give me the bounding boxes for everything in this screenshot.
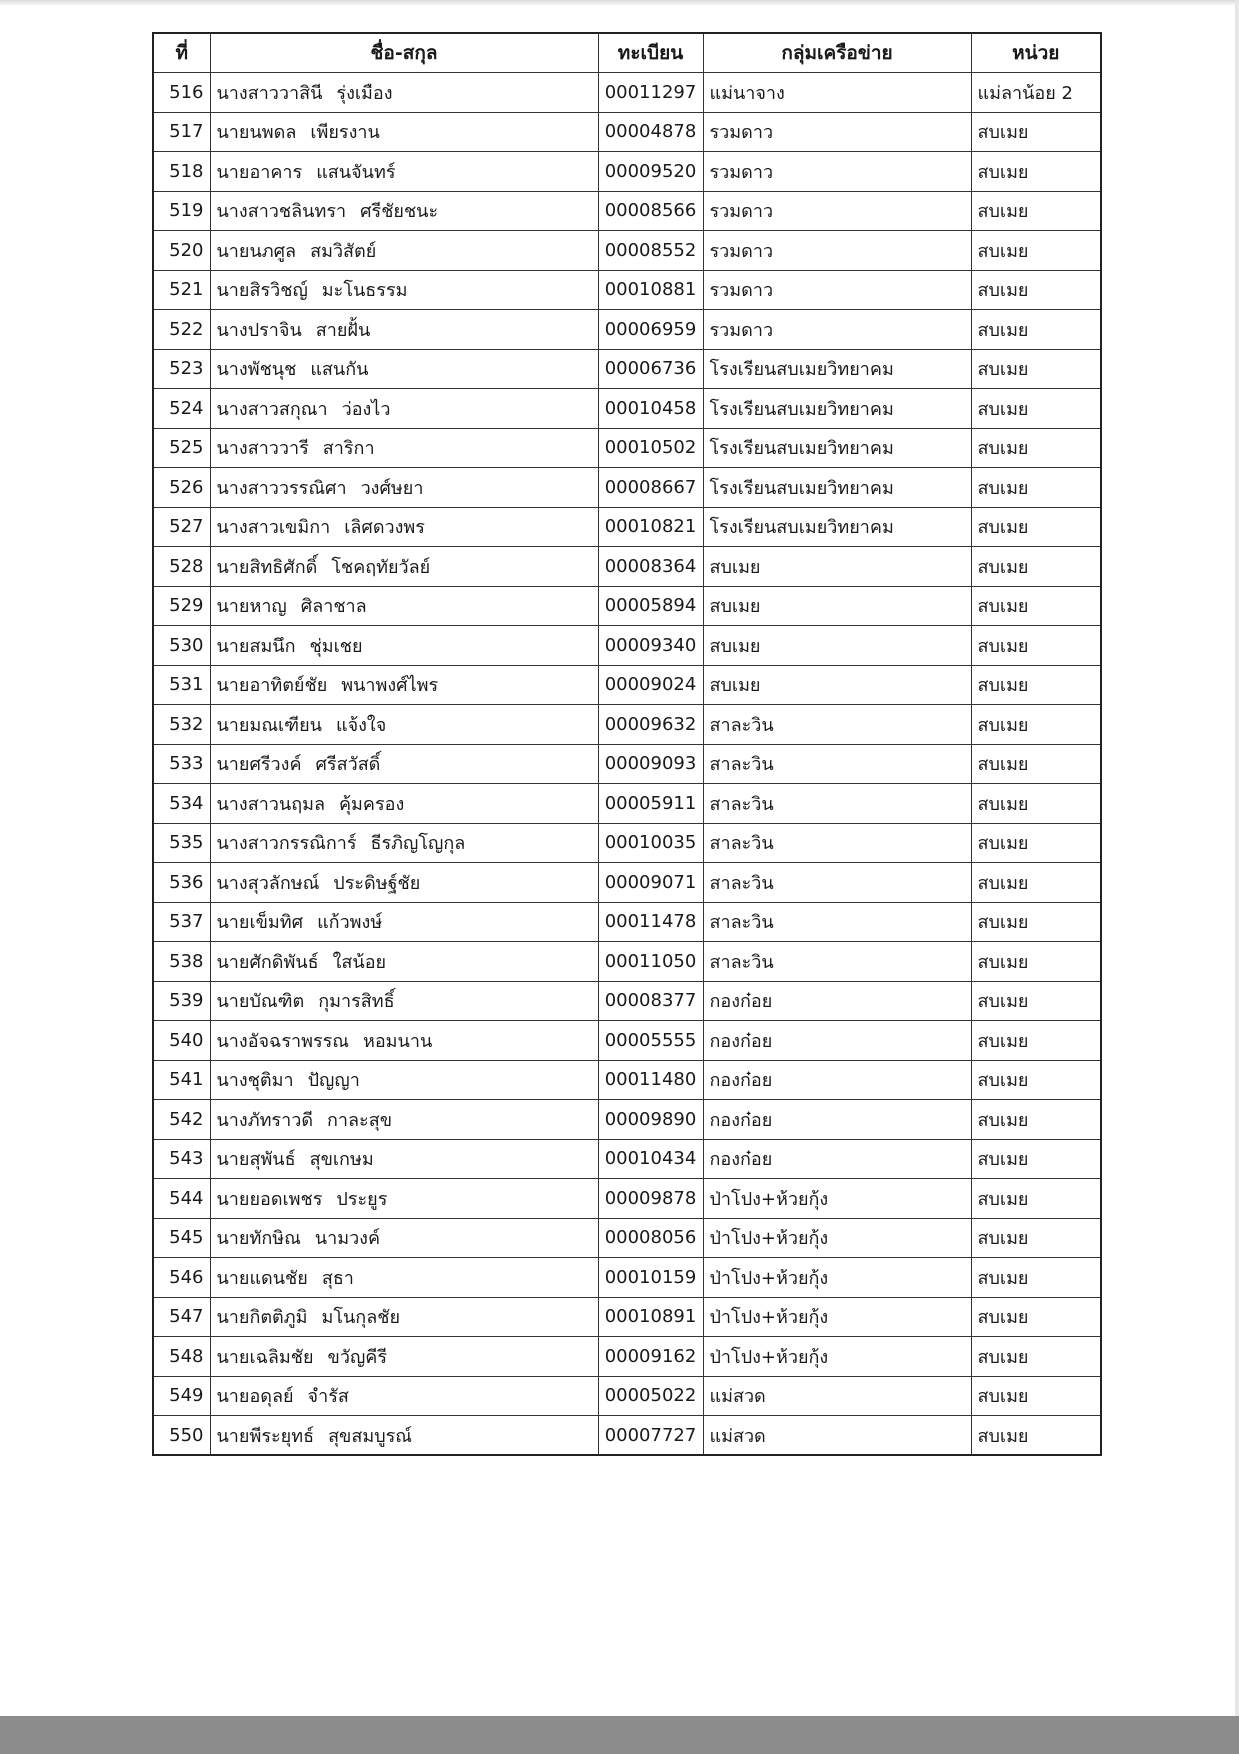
registration-number: 00008056 xyxy=(598,1218,703,1258)
network-group: สบเมย xyxy=(703,586,971,626)
table-row xyxy=(153,981,1101,1021)
full-name xyxy=(210,1100,598,1140)
table-row xyxy=(153,1376,1101,1416)
full-name xyxy=(210,507,598,547)
table-row xyxy=(153,231,1101,271)
header-registration: ทะเบียน xyxy=(598,33,703,73)
registration-number: 00008667 xyxy=(598,468,703,508)
registration-number: 00008566 xyxy=(598,191,703,231)
network-group: สาละวิน xyxy=(703,942,971,982)
network-group: สบเมย xyxy=(703,547,971,587)
registration-number: 00009162 xyxy=(598,1337,703,1377)
unit: สบเมย xyxy=(971,823,1101,863)
network-group: รวมดาว xyxy=(703,310,971,350)
unit: สบเมย xyxy=(971,112,1101,152)
network-group: โรงเรียนสบเมยวิทยาคม xyxy=(703,428,971,468)
last-name: กาละสุข xyxy=(327,1109,393,1131)
full-name xyxy=(210,112,598,152)
table-row xyxy=(153,468,1101,508)
unit: สบเมย xyxy=(971,507,1101,547)
first-name: นางสุวลักษณ์ xyxy=(216,872,320,894)
table-row xyxy=(153,1021,1101,1061)
row-number: 530 xyxy=(153,626,210,666)
network-group: กองก๋อย xyxy=(703,981,971,1021)
table-row xyxy=(153,863,1101,903)
first-name: นางปราจิน xyxy=(216,319,302,341)
table-row xyxy=(153,626,1101,666)
table-header-row xyxy=(153,33,1101,73)
unit: สบเมย xyxy=(971,310,1101,350)
network-group: รวมดาว xyxy=(703,270,971,310)
last-name: สาริกา xyxy=(322,438,375,460)
row-number: 547 xyxy=(153,1297,210,1337)
row-number: 550 xyxy=(153,1416,210,1456)
registration-number: 00011478 xyxy=(598,902,703,942)
first-name: นายเข็มทิศ xyxy=(216,912,304,934)
registration-number: 00008377 xyxy=(598,981,703,1021)
last-name: หอมนาน xyxy=(363,1030,433,1052)
row-number: 517 xyxy=(153,112,210,152)
table-row xyxy=(153,389,1101,429)
last-name: วงศ์ษยา xyxy=(360,477,424,499)
registration-number: 00010035 xyxy=(598,823,703,863)
first-name: นายแดนชัย xyxy=(216,1267,308,1289)
page-top-edge xyxy=(0,0,1239,6)
table-row xyxy=(153,1297,1101,1337)
table-row xyxy=(153,1179,1101,1219)
row-number: 545 xyxy=(153,1218,210,1258)
full-name xyxy=(210,468,598,508)
first-name: นางชุติมา xyxy=(216,1070,294,1092)
first-name: นายหาญ xyxy=(216,596,287,618)
table-row xyxy=(153,586,1101,626)
registration-number: 00009632 xyxy=(598,705,703,745)
full-name xyxy=(210,626,598,666)
unit: สบเมย xyxy=(971,1376,1101,1416)
registration-number: 00010891 xyxy=(598,1297,703,1337)
unit: สบเมย xyxy=(971,1179,1101,1219)
registration-number: 00005022 xyxy=(598,1376,703,1416)
unit: สบเมย xyxy=(971,1021,1101,1061)
row-number: 549 xyxy=(153,1376,210,1416)
row-number: 522 xyxy=(153,310,210,350)
first-name: นายมณเฑียน xyxy=(216,714,322,736)
unit: สบเมย xyxy=(971,863,1101,903)
first-name: นางอัจฉราพรรณ xyxy=(216,1030,349,1052)
full-name xyxy=(210,231,598,271)
registration-number: 00009878 xyxy=(598,1179,703,1219)
first-name: นางสาวชลินทรา xyxy=(216,201,347,223)
unit: สบเมย xyxy=(971,586,1101,626)
network-group: สาละวิน xyxy=(703,744,971,784)
last-name: ประดิษฐ์ชัย xyxy=(333,872,421,894)
last-name: ว่องไว xyxy=(341,398,391,420)
row-number: 541 xyxy=(153,1060,210,1100)
last-name: พนาพงศ์ไพร xyxy=(341,675,439,697)
registration-number: 00009024 xyxy=(598,665,703,705)
unit: สบเมย xyxy=(971,942,1101,982)
registration-number: 00009071 xyxy=(598,863,703,903)
last-name: เพียรงาน xyxy=(310,122,380,144)
last-name: กุมารสิทธิ์ xyxy=(318,991,395,1013)
last-name: ศรีสวัสดิ์ xyxy=(315,754,381,776)
registration-number: 00009520 xyxy=(598,152,703,192)
first-name: นายสมนึก xyxy=(216,635,296,657)
table-row xyxy=(153,428,1101,468)
first-name: นายสิรวิชญ์ xyxy=(216,280,308,302)
scan-bottom-bar xyxy=(0,1716,1239,1754)
last-name: มโนกุลชัย xyxy=(321,1307,400,1329)
full-name xyxy=(210,1337,598,1377)
row-number: 540 xyxy=(153,1021,210,1061)
row-number: 535 xyxy=(153,823,210,863)
first-name: นายอดุลย์ xyxy=(216,1386,294,1408)
network-group: แม่สวด xyxy=(703,1416,971,1456)
full-name xyxy=(210,981,598,1021)
first-name: นางสาวนฤมล xyxy=(216,793,326,815)
first-name: นายสิทธิศักดิ์ xyxy=(216,556,318,578)
row-number: 519 xyxy=(153,191,210,231)
unit: สบเมย xyxy=(971,349,1101,389)
row-number: 529 xyxy=(153,586,210,626)
last-name: ประยูร xyxy=(336,1188,388,1210)
unit: สบเมย xyxy=(971,705,1101,745)
first-name: นางพัชนุช xyxy=(216,359,297,381)
row-number: 528 xyxy=(153,547,210,587)
row-number: 531 xyxy=(153,665,210,705)
row-number: 518 xyxy=(153,152,210,192)
first-name: นายนภศูล xyxy=(216,240,297,262)
last-name: สมวิสัตย์ xyxy=(310,240,377,262)
table-row xyxy=(153,902,1101,942)
network-group: กองก๋อย xyxy=(703,1100,971,1140)
row-number: 533 xyxy=(153,744,210,784)
network-group: ป่าโปง+ห้วยกุ้ง xyxy=(703,1297,971,1337)
row-number: 539 xyxy=(153,981,210,1021)
first-name: นายอาคาร xyxy=(216,161,303,183)
last-name: แก้วพงษ์ xyxy=(317,912,383,934)
full-name xyxy=(210,1179,598,1219)
last-name: สุธา xyxy=(321,1267,354,1289)
unit: แม่ลาน้อย 2 xyxy=(971,73,1101,113)
row-number: 523 xyxy=(153,349,210,389)
full-name xyxy=(210,152,598,192)
registration-number: 00008364 xyxy=(598,547,703,587)
row-number: 526 xyxy=(153,468,210,508)
full-name xyxy=(210,270,598,310)
row-number: 534 xyxy=(153,784,210,824)
full-name xyxy=(210,942,598,982)
network-group: โรงเรียนสบเมยวิทยาคม xyxy=(703,389,971,429)
table-row xyxy=(153,1060,1101,1100)
network-group: รวมดาว xyxy=(703,112,971,152)
last-name: สุขสมบูรณ์ xyxy=(328,1425,412,1447)
row-number: 548 xyxy=(153,1337,210,1377)
first-name: นางภัทราวดี xyxy=(216,1109,314,1131)
last-name: ขวัญคีรี xyxy=(327,1346,387,1368)
full-name xyxy=(210,863,598,903)
network-group: โรงเรียนสบเมยวิทยาคม xyxy=(703,507,971,547)
last-name: สุขเกษม xyxy=(309,1149,374,1171)
last-name: ใสน้อย xyxy=(332,951,387,973)
row-number: 532 xyxy=(153,705,210,745)
network-group: กองก๋อย xyxy=(703,1021,971,1061)
first-name: นายศรีวงค์ xyxy=(216,754,302,776)
network-group: กองก๋อย xyxy=(703,1060,971,1100)
row-number: 516 xyxy=(153,73,210,113)
full-name xyxy=(210,310,598,350)
header-no: ที่ xyxy=(153,33,210,73)
last-name: นามวงค์ xyxy=(314,1228,381,1250)
full-name xyxy=(210,1258,598,1298)
row-number: 546 xyxy=(153,1258,210,1298)
header-network: กลุ่มเครือข่าย xyxy=(703,33,971,73)
last-name: โชคฤทัยวัลย์ xyxy=(331,556,431,578)
unit: สบเมย xyxy=(971,1060,1101,1100)
last-name: ชุ่มเชย xyxy=(309,635,363,657)
first-name: นางสาวเขมิกา xyxy=(216,517,331,539)
unit: สบเมย xyxy=(971,1100,1101,1140)
network-group: สบเมย xyxy=(703,626,971,666)
header-name: ชื่อ-สกุล xyxy=(210,33,598,73)
row-number: 543 xyxy=(153,1139,210,1179)
registration-number: 00009890 xyxy=(598,1100,703,1140)
network-group: สบเมย xyxy=(703,665,971,705)
registration-number: 00010881 xyxy=(598,270,703,310)
registration-number: 00010434 xyxy=(598,1139,703,1179)
full-name xyxy=(210,1376,598,1416)
registration-number: 00010502 xyxy=(598,428,703,468)
first-name: นางสาววรรณิศา xyxy=(216,477,347,499)
full-name xyxy=(210,586,598,626)
registration-number: 00011050 xyxy=(598,942,703,982)
registration-number: 00008552 xyxy=(598,231,703,271)
full-name xyxy=(210,1297,598,1337)
network-group: รวมดาว xyxy=(703,191,971,231)
table-row xyxy=(153,744,1101,784)
registration-number: 00006959 xyxy=(598,310,703,350)
row-number: 537 xyxy=(153,902,210,942)
network-group: สาละวิน xyxy=(703,902,971,942)
network-group: กองก๋อย xyxy=(703,1139,971,1179)
full-name xyxy=(210,547,598,587)
first-name: นายอาทิตย์ชัย xyxy=(216,675,328,697)
first-name: นายนพดล xyxy=(216,122,297,144)
network-group: สาละวิน xyxy=(703,784,971,824)
first-name: นายบัณฑิต xyxy=(216,991,305,1013)
first-name: นายเฉลิมชัย xyxy=(216,1346,314,1368)
registration-number: 00006736 xyxy=(598,349,703,389)
table-row xyxy=(153,1100,1101,1140)
registration-number: 00010821 xyxy=(598,507,703,547)
full-name xyxy=(210,389,598,429)
network-group: ป่าโปง+ห้วยกุ้ง xyxy=(703,1337,971,1377)
unit: สบเมย xyxy=(971,270,1101,310)
full-name xyxy=(210,1416,598,1456)
row-number: 544 xyxy=(153,1179,210,1219)
registration-number: 00011480 xyxy=(598,1060,703,1100)
first-name: นายพีระยุทธ์ xyxy=(216,1425,315,1447)
full-name xyxy=(210,665,598,705)
row-number: 521 xyxy=(153,270,210,310)
registration-number: 00010159 xyxy=(598,1258,703,1298)
table-row xyxy=(153,1337,1101,1377)
table-row xyxy=(153,112,1101,152)
unit: สบเมย xyxy=(971,191,1101,231)
registry-table xyxy=(152,32,1102,1456)
last-name: รุ่งเมือง xyxy=(336,82,393,104)
unit: สบเมย xyxy=(971,389,1101,429)
table-row xyxy=(153,1258,1101,1298)
first-name: นายทักษิณ xyxy=(216,1228,301,1250)
unit: สบเมย xyxy=(971,626,1101,666)
last-name: มะโนธรรม xyxy=(321,280,408,302)
table-row xyxy=(153,191,1101,231)
first-name: นายศักดิพันธ์ xyxy=(216,951,319,973)
table-row xyxy=(153,349,1101,389)
network-group: แม่สวด xyxy=(703,1376,971,1416)
unit: สบเมย xyxy=(971,428,1101,468)
last-name: สายฝั้น xyxy=(315,319,371,341)
registration-number: 00005555 xyxy=(598,1021,703,1061)
unit: สบเมย xyxy=(971,547,1101,587)
unit: สบเมย xyxy=(971,902,1101,942)
full-name xyxy=(210,784,598,824)
network-group: รวมดาว xyxy=(703,231,971,271)
first-name: นางสาววารี xyxy=(216,438,309,460)
network-group: แม่นาจาง xyxy=(703,73,971,113)
table-row xyxy=(153,823,1101,863)
row-number: 520 xyxy=(153,231,210,271)
last-name: ศิลาชาล xyxy=(300,596,367,618)
last-name: แสนกัน xyxy=(310,359,369,381)
unit: สบเมย xyxy=(971,744,1101,784)
row-number: 524 xyxy=(153,389,210,429)
page-right-edge xyxy=(1235,0,1239,1716)
unit: สบเมย xyxy=(971,1139,1101,1179)
unit: สบเมย xyxy=(971,981,1101,1021)
first-name: นางสาวสกุณา xyxy=(216,398,328,420)
full-name xyxy=(210,902,598,942)
unit: สบเมย xyxy=(971,1416,1101,1456)
first-name: นางสาวกรรณิการ์ xyxy=(216,833,357,855)
table-row xyxy=(153,942,1101,982)
header-unit: หน่วย xyxy=(971,33,1101,73)
full-name xyxy=(210,744,598,784)
row-number: 527 xyxy=(153,507,210,547)
registration-number: 00004878 xyxy=(598,112,703,152)
table-row xyxy=(153,1218,1101,1258)
unit: สบเมย xyxy=(971,231,1101,271)
last-name: แสนจันทร์ xyxy=(316,161,396,183)
unit: สบเมย xyxy=(971,1297,1101,1337)
row-number: 536 xyxy=(153,863,210,903)
last-name: แจ้งใจ xyxy=(335,714,387,736)
network-group: สาละวิน xyxy=(703,705,971,745)
first-name: นายยอดเพชร xyxy=(216,1188,323,1210)
full-name xyxy=(210,1021,598,1061)
full-name xyxy=(210,705,598,745)
last-name: คุ้มครอง xyxy=(339,793,405,815)
network-group: สาละวิน xyxy=(703,863,971,903)
last-name: ศรีชัยชนะ xyxy=(360,201,439,223)
unit: สบเมย xyxy=(971,152,1101,192)
unit: สบเมย xyxy=(971,784,1101,824)
registration-number: 00007727 xyxy=(598,1416,703,1456)
last-name: จำรัส xyxy=(307,1386,349,1408)
registration-number: 00005911 xyxy=(598,784,703,824)
full-name xyxy=(210,428,598,468)
network-group: ป่าโปง+ห้วยกุ้ง xyxy=(703,1258,971,1298)
network-group: รวมดาว xyxy=(703,152,971,192)
registration-number: 00005894 xyxy=(598,586,703,626)
full-name xyxy=(210,1139,598,1179)
registration-number: 00009093 xyxy=(598,744,703,784)
network-group: โรงเรียนสบเมยวิทยาคม xyxy=(703,468,971,508)
table-row xyxy=(153,784,1101,824)
table-row xyxy=(153,152,1101,192)
registration-number: 00009340 xyxy=(598,626,703,666)
table-row xyxy=(153,1416,1101,1456)
full-name xyxy=(210,73,598,113)
table-body xyxy=(153,73,1101,1456)
table-row xyxy=(153,73,1101,113)
first-name: นายกิตติภูมิ xyxy=(216,1307,308,1329)
full-name xyxy=(210,1218,598,1258)
last-name: ธีรภิญโญกุล xyxy=(370,833,466,855)
table-row xyxy=(153,665,1101,705)
table-row xyxy=(153,310,1101,350)
last-name: เลิศดวงพร xyxy=(344,517,425,539)
first-name: นางสาววาสินี xyxy=(216,82,323,104)
full-name xyxy=(210,349,598,389)
unit: สบเมย xyxy=(971,665,1101,705)
registration-number: 00010458 xyxy=(598,389,703,429)
unit: สบเมย xyxy=(971,1218,1101,1258)
table-row xyxy=(153,547,1101,587)
full-name xyxy=(210,191,598,231)
table-row xyxy=(153,1139,1101,1179)
row-number: 525 xyxy=(153,428,210,468)
last-name: ปัญญา xyxy=(307,1070,360,1092)
table-row xyxy=(153,705,1101,745)
row-number: 538 xyxy=(153,942,210,982)
network-group: ป่าโปง+ห้วยกุ้ง xyxy=(703,1179,971,1219)
table-row xyxy=(153,507,1101,547)
unit: สบเมย xyxy=(971,468,1101,508)
network-group: ป่าโปง+ห้วยกุ้ง xyxy=(703,1218,971,1258)
registration-number: 00011297 xyxy=(598,73,703,113)
unit: สบเมย xyxy=(971,1337,1101,1377)
row-number: 542 xyxy=(153,1100,210,1140)
full-name xyxy=(210,823,598,863)
network-group: โรงเรียนสบเมยวิทยาคม xyxy=(703,349,971,389)
first-name: นายสุพันธ์ xyxy=(216,1149,296,1171)
table-row xyxy=(153,270,1101,310)
unit: สบเมย xyxy=(971,1258,1101,1298)
network-group: สาละวิน xyxy=(703,823,971,863)
full-name xyxy=(210,1060,598,1100)
